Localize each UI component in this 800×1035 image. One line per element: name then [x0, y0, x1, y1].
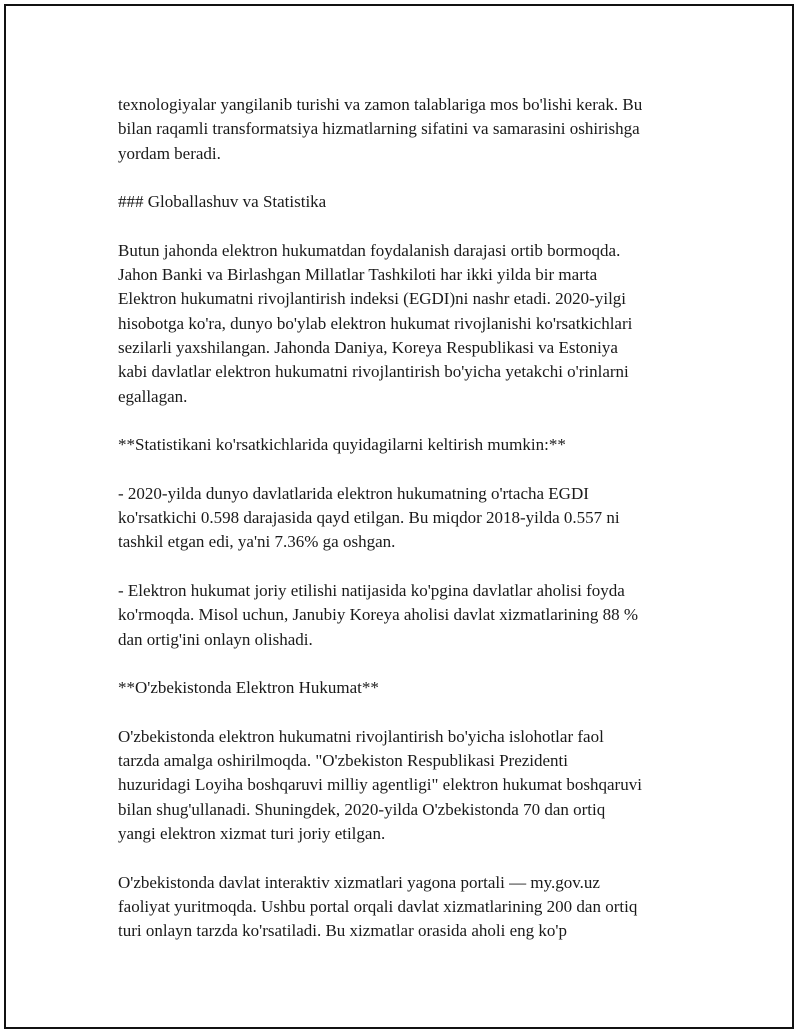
bullet-egdi-average: - 2020-yilda dunyo davlatlarida elektron hukumatning o'rtacha EGDI ko'rsatkichi 0.598 darajasida qayd etilgan. Bu miqdor 2018-yilda 0.557 ni tashkil etgan edi, ya'ni 7.36% ga oshgan. — [118, 483, 620, 552]
document-body — [118, 93, 698, 968]
paragraph-uzbekistan-reforms: O'zbekistonda elektron hukumatni rivojlantirish bo'yicha islohotlar faol tarzda amalga oshirilmoqda. "O'zbekiston Respublikasi Prezidenti huzuridagi Loyiha boshqaruvi milliy agentligi" elektron hukumat boshqaruvi bilan shug'ullanadi. Shuningdek, 2020-yilda O'zbekistonda 70 dan ortiq yangi elektron xizmat turi joriy etilgan. — [118, 726, 642, 843]
section-heading-globallashuv: ### Globallashuv va Statistika — [118, 192, 327, 212]
paragraph-my-gov-uz: O'zbekistonda davlat interaktiv xizmatlari yagona portali — my.gov.uz faoliyat yuritmoqda. Ushbu portal orqali davlat xizmatlarining 200 dan ortiq turi onlayn tarzda ko'rsatiladi. Bu xizmatlar orasida aholi eng ko'p — [118, 872, 638, 941]
subheading-statistics: **Statistikani ko'rsatkichlarida quyidagilarni keltirish mumkin:** — [118, 435, 566, 455]
subheading-uzbekistan: **O'zbekistonda Elektron Hukumat** — [118, 678, 379, 698]
bullet-south-korea: - Elektron hukumat joriy etilishi natijasida ko'pgina davlatlar aholisi foyda ko'rmoqda. Misol uchun, Janubiy Koreya aholisi davlat xizmatlarining 88 % dan ortig'ini onlayn olishadi. — [118, 580, 639, 649]
paragraph-intro-continuation: texnologiyalar yangilanib turishi va zamon talablariga mos bo'lishi kerak. Bu bilan raqamli transformatsiya hizmatlarning sifatini va samarasini oshirishga yordam beradi. — [118, 95, 643, 163]
paragraph-global-usage: Butun jahonda elektron hukumatdan foydalanish darajasi ortib bormoqda. Jahon Banki va Birlashgan Millatlar Tashkiloti har ikki yilda bir marta Elektron hukumatni rivojlantirish indeksi (EGDI)ni nashr etadi. 2020-yilgi hisobotga ko'ra, dunyo bo'ylab elektron hukumat rivojlanishi ko'rsatkichlari sezilarli yaxshilangan. Jahonda Daniya, Koreya Respublikasi va Estoniya kabi davlatlar elektron hukumatni rivojlantirish bo'yicha yetakchi o'rinlarni egallagan. — [118, 240, 633, 406]
